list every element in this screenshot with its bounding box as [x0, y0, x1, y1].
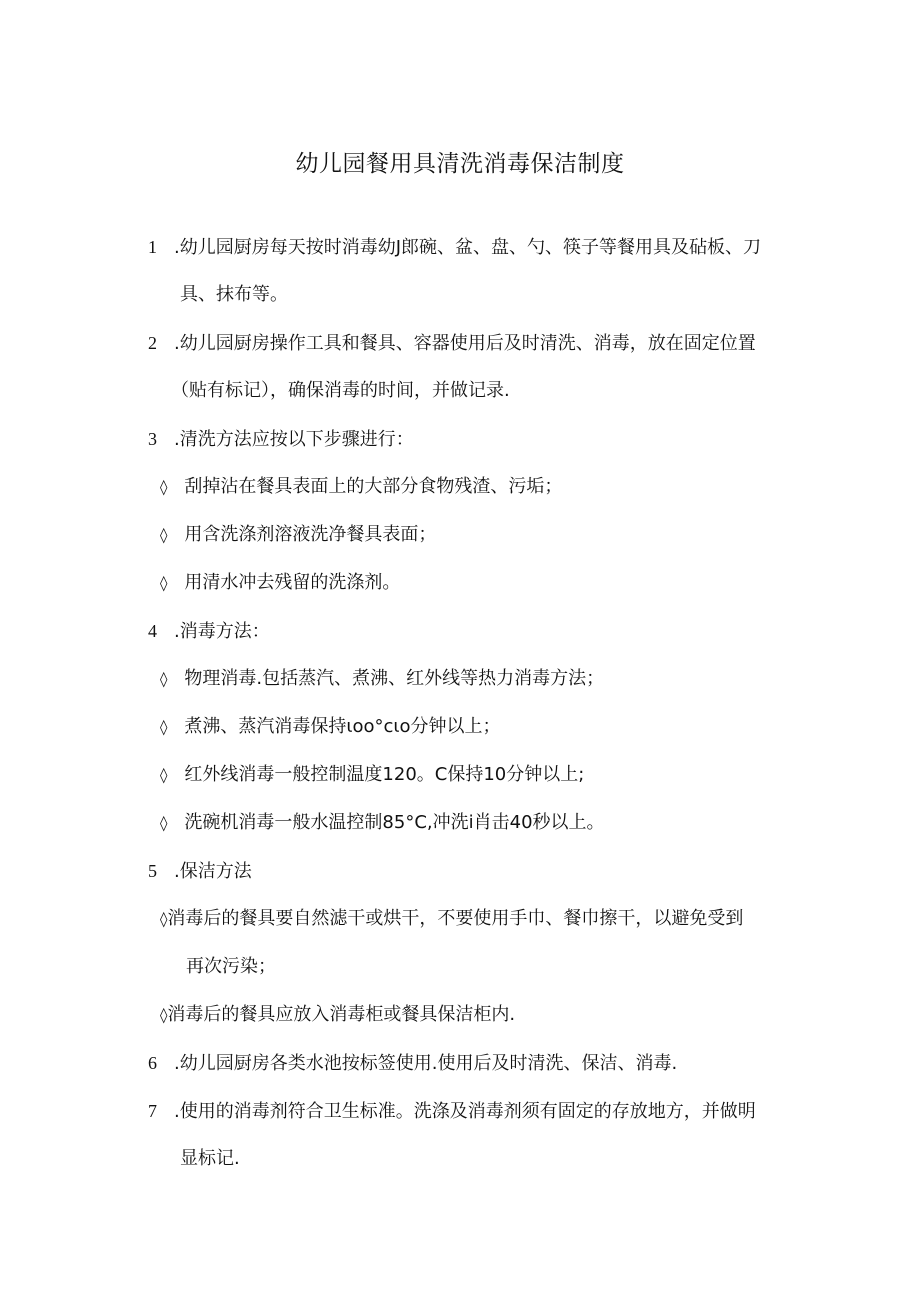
item-text: .幼儿园厨房操作工具和餐具、容器使用后及时清洗、消毒，放在固定位置: [174, 333, 756, 354]
item-text: .幼儿园厨房各类水池按标签使用.使用后及时清洗、保洁、消毒.: [174, 1053, 678, 1074]
list-item-2: [148, 330, 756, 357]
list-item-4: [148, 618, 270, 645]
item-number: 4: [148, 621, 157, 641]
diamond-bullet-icon: ◊: [160, 574, 168, 592]
list-item-6: [148, 1050, 677, 1077]
list-item-5: [148, 858, 252, 885]
clean-step-2: ◊消毒后的餐具应放入消毒柜或餐具保洁柜内.: [160, 1004, 516, 1025]
list-item-3: [148, 426, 414, 453]
diamond-bullet-icon: ◊: [160, 670, 168, 688]
item-text: .使用的消毒剂符合卫生标准。洗涤及消毒剂须有固定的存放地方，并做明: [174, 1101, 756, 1122]
diamond-bullet-icon: ◊: [160, 478, 168, 496]
diamond-bullet-icon: ◊: [160, 526, 168, 544]
clean-step-1: ◊消毒后的餐具要自然滤干或烘干，不要使用手巾、餐巾擦干，以避免受到: [160, 908, 744, 929]
item-text: .消毒方法：: [174, 621, 270, 642]
item-text: .清洗方法应按以下步骤进行：: [174, 429, 414, 450]
list-item-1: [148, 234, 761, 261]
item-number: 1: [148, 237, 157, 257]
item-text: .保洁方法: [174, 861, 252, 882]
disinfect-step-4: ◊ 洗碗机消毒一般水温控制85°C,冲洗i肖击40秒以上。: [160, 812, 605, 833]
wash-step-2: ◊ 用含洗涤剂溶液洗净餐具表面；: [160, 524, 437, 545]
item-number: 5: [148, 861, 157, 881]
item-number: 2: [148, 333, 157, 353]
diamond-bullet-icon: ◊: [160, 718, 168, 736]
item-number: 7: [148, 1101, 157, 1121]
item-text: .幼儿园厨房每天按时消毒幼J郎碗、盆、盘、勺、筷子等餐用具及砧板、刀: [174, 237, 762, 258]
list-item-7: [148, 1098, 756, 1125]
wash-step-1: ◊ 刮掉沾在餐具表面上的大部分食物残渣、污垢；: [160, 476, 563, 497]
diamond-bullet-icon: ◊: [160, 766, 168, 784]
document-title: 幼儿园餐用具清洗消毒保洁制度: [295, 151, 625, 177]
diamond-bullet-icon: ◊: [160, 814, 168, 832]
diamond-bullet-icon: ◊: [160, 1006, 168, 1024]
item-number: 6: [148, 1053, 157, 1073]
diamond-bullet-icon: ◊: [160, 910, 168, 928]
list-item-7-continuation: 显标记.: [180, 1148, 240, 1169]
disinfect-step-2: ◊ 煮沸、蒸汽消毒保持ιoo°cιo分钟以上；: [160, 716, 501, 737]
clean-step-1-continuation: 再次污染；: [186, 956, 276, 977]
disinfect-step-1: ◊ 物理消毒.包括蒸汽、煮沸、红外线等热力消毒方法；: [160, 668, 605, 689]
disinfect-step-3: ◊ 红外线消毒一般控制温度120。C保持10分钟以上;: [160, 764, 585, 785]
list-item-1-continuation: 具、抹布等。: [180, 284, 288, 305]
wash-step-3: ◊ 用清水冲去残留的洗涤剂。: [160, 572, 401, 593]
item-number: 3: [148, 429, 157, 449]
list-item-2-continuation: （贴有标记），确保消毒的时间，并做记录.: [171, 380, 510, 401]
